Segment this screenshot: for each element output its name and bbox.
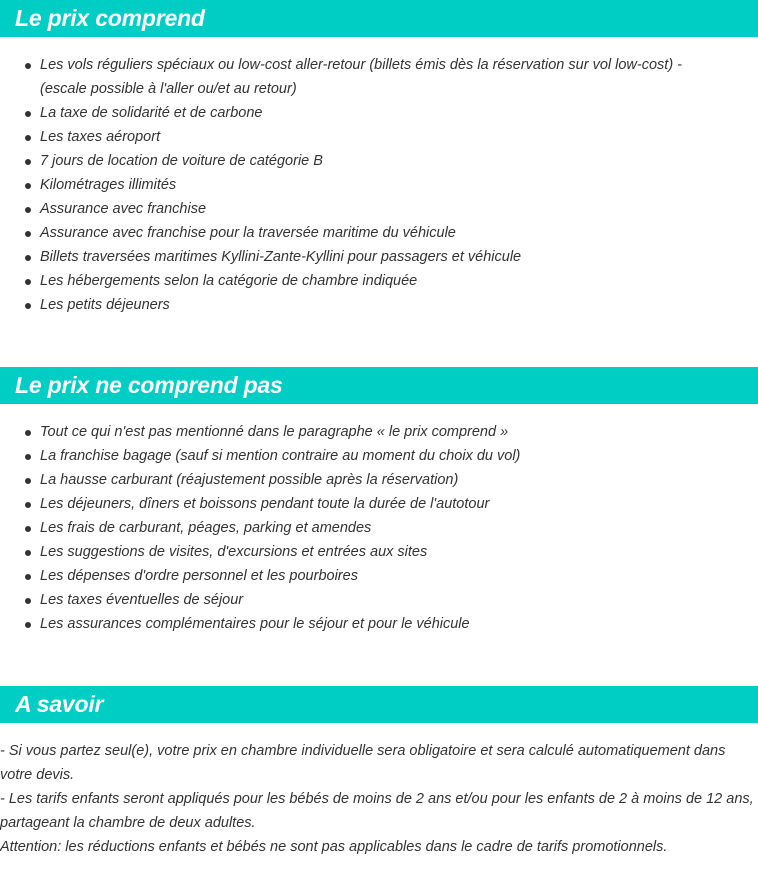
section-header-a-savoir xyxy=(0,686,758,723)
bullet-icon xyxy=(25,478,31,484)
list-item-text: Les taxes aéroport xyxy=(40,129,161,145)
bullet-icon xyxy=(25,454,31,460)
bullet-icon xyxy=(25,303,31,309)
list-item-text: La hausse carburant (réajustement possible après la réservation) xyxy=(40,472,459,488)
list-item xyxy=(0,540,758,564)
info-paragraph: - Si vous partez seul(e), votre prix en chambre individuelle sera obligatoire et sera calculé automatiquement dans votre devis. xyxy=(0,743,726,783)
list-item-text: La taxe de solidarité et de carbone xyxy=(40,105,263,121)
list-item xyxy=(0,444,758,468)
bullet-icon xyxy=(25,159,31,165)
bullet-icon xyxy=(25,430,31,436)
list-item xyxy=(0,101,758,125)
list-item-text: Assurance avec franchise xyxy=(40,201,207,217)
list-item xyxy=(0,468,758,492)
bullet-icon xyxy=(25,502,31,508)
info-paragraph: Attention: les réductions enfants et bébés ne sont pas applicables dans le cadre de tarifs promotionnels. xyxy=(0,839,668,855)
list-item xyxy=(0,125,758,149)
list-item-text: Les suggestions de visites, d'excursions et entrées aux sites xyxy=(40,544,428,560)
bullet-icon xyxy=(25,622,31,628)
list-item xyxy=(0,564,758,588)
list-item xyxy=(0,269,758,293)
list-item-text: Les taxes éventuelles de séjour xyxy=(40,592,244,608)
list-item-text: Les petits déjeuners xyxy=(40,297,170,313)
list-item xyxy=(0,53,758,101)
excluded-list xyxy=(0,420,758,636)
section-title: Le prix comprend xyxy=(15,5,205,31)
bullet-icon xyxy=(25,574,31,580)
list-item xyxy=(0,173,758,197)
section-header-prix-comprend xyxy=(0,0,758,37)
bullet-icon xyxy=(25,111,31,117)
section-title: A savoir xyxy=(15,691,104,717)
bullet-icon xyxy=(25,231,31,237)
list-item xyxy=(0,516,758,540)
list-item xyxy=(0,588,758,612)
list-item xyxy=(0,293,758,317)
bullet-icon xyxy=(25,255,31,261)
included-list xyxy=(0,53,758,317)
bullet-icon xyxy=(25,550,31,556)
list-item xyxy=(0,612,758,636)
list-item-text: Assurance avec franchise pour la traversée maritime du véhicule xyxy=(40,225,456,241)
section-header-prix-ne-comprend-pas xyxy=(0,367,758,404)
list-item-text: Tout ce qui n'est pas mentionné dans le paragraphe « le prix comprend » xyxy=(40,424,509,440)
list-item-text: 7 jours de location de voiture de catégorie B xyxy=(40,153,323,169)
list-item-text: Billets traversées maritimes Kyllini-Zante-Kyllini pour passagers et véhicule xyxy=(40,249,522,265)
bullet-icon xyxy=(25,598,31,604)
info-paragraph: - Les tarifs enfants seront appliqués pour les bébés de moins de 2 ans et/ou pour les enfants de 2 à moins de 12 ans, partageant la chambre de deux adultes. xyxy=(0,791,754,831)
list-item-text: La franchise bagage (sauf si mention contraire au moment du choix du vol) xyxy=(40,448,521,464)
bullet-icon xyxy=(25,183,31,189)
bullet-icon xyxy=(25,279,31,285)
list-item-text: Les déjeuners, dîners et boissons pendant toute la durée de l'autotour xyxy=(40,496,490,512)
list-item xyxy=(0,420,758,444)
list-item xyxy=(0,197,758,221)
bullet-icon xyxy=(25,135,31,141)
list-item xyxy=(0,149,758,173)
info-text-block xyxy=(0,739,758,859)
list-item xyxy=(0,492,758,516)
list-item xyxy=(0,245,758,269)
list-item-text: Les frais de carburant, péages, parking et amendes xyxy=(40,520,372,536)
list-item-text: Les assurances complémentaires pour le séjour et pour le véhicule xyxy=(40,616,470,632)
section-title: Le prix ne comprend pas xyxy=(15,372,283,398)
bullet-icon xyxy=(25,207,31,213)
bullet-icon xyxy=(25,63,31,69)
list-item-text: Les dépenses d'ordre personnel et les pourboires xyxy=(40,568,358,584)
bullet-icon xyxy=(25,526,31,532)
list-item xyxy=(0,221,758,245)
list-item-text: Kilométrages illimités xyxy=(40,177,177,193)
list-item-text: Les vols réguliers spéciaux ou low-cost aller-retour (billets émis dès la réservation sur vol low-cost) - (escale possible à l'aller ou/et au retour) xyxy=(40,57,683,97)
list-item-text: Les hébergements selon la catégorie de chambre indiquée xyxy=(40,273,418,289)
